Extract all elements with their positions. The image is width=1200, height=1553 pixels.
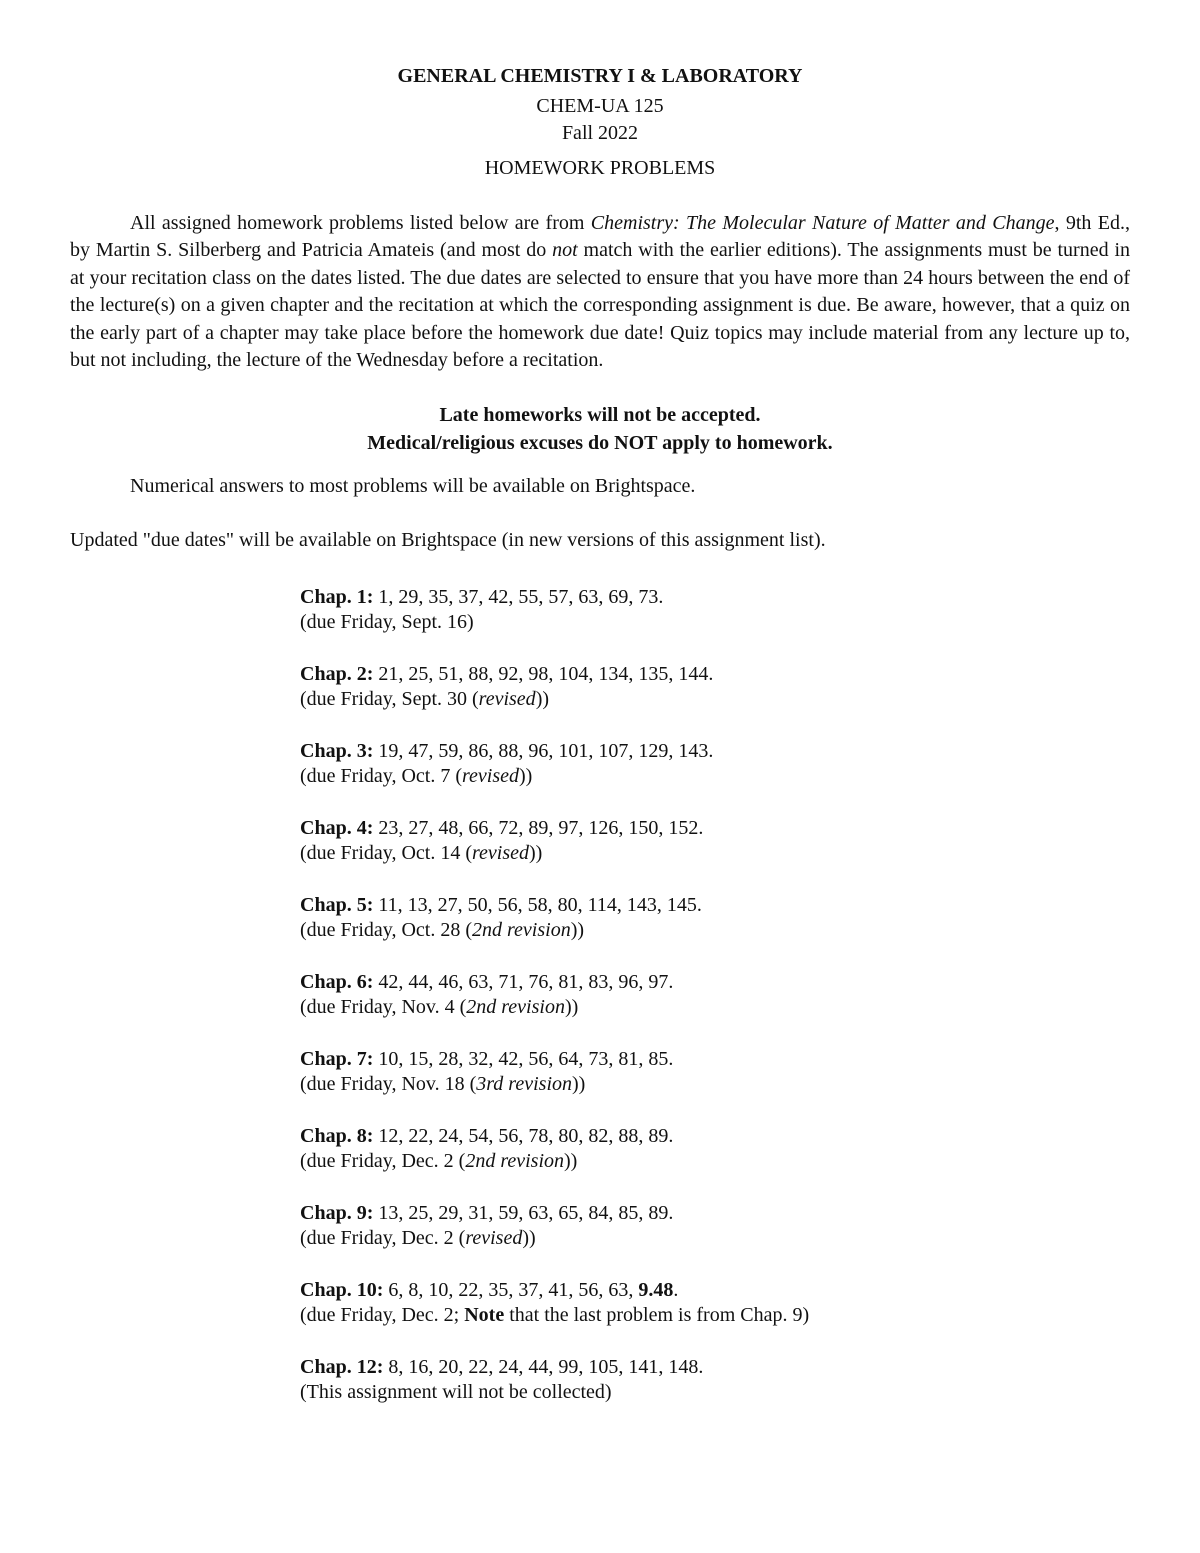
assignment-item	[300, 585, 1120, 662]
revision-note: 2nd revision	[472, 919, 571, 941]
book-title: Chemistry: The Molecular Nature of Matter and Change	[590, 212, 1055, 234]
chapter-label: Chap. 6:	[300, 971, 374, 993]
problem-list: 13, 25, 29, 31, 59, 63, 65, 84, 85, 89.	[373, 1202, 674, 1224]
late-policy-notice: Late homeworks will not be accepted.	[439, 404, 761, 426]
intro-emphasis-not: not	[552, 239, 578, 262]
problem-list: 19, 47, 59, 86, 88, 96, 101, 107, 129, 143.	[373, 740, 714, 762]
assignment-item	[300, 893, 1120, 970]
assignment-item	[300, 1355, 1120, 1432]
problem-list: 8, 16, 20, 22, 24, 44, 99, 105, 141, 148.	[383, 1356, 704, 1378]
assignment-item	[300, 816, 1120, 893]
due-date-text: (due Friday, Dec. 2 (	[300, 1150, 466, 1172]
due-date-close: ))	[564, 1150, 578, 1172]
problem-list: 6, 8, 10, 22, 35, 37, 41, 56, 63,	[383, 1279, 639, 1301]
problem-list-end: .	[673, 1279, 679, 1301]
problem-highlight: 9.48	[638, 1279, 674, 1301]
due-date	[300, 1149, 1120, 1174]
chapter-label: Chap. 1:	[300, 586, 374, 608]
assignment-item	[300, 970, 1120, 1047]
problem-list: 11, 13, 27, 50, 56, 58, 80, 114, 143, 145.	[373, 894, 702, 916]
assignment-item	[300, 1278, 1120, 1355]
intro-text-2: , 9th Ed., by Martin S. Silberberg and Patricia Amateis (and most do	[70, 212, 1130, 262]
assignment-item	[300, 1124, 1120, 1201]
due-date	[300, 841, 1120, 866]
problem-list: 21, 25, 51, 88, 92, 98, 104, 134, 135, 144.	[373, 663, 714, 685]
intro-paragraph	[70, 210, 1130, 374]
answers-note: Numerical answers to most problems will be available on Brightspace.	[130, 475, 696, 497]
updated-dates-note: Updated "due dates" will be available on Brightspace (in new versions of this assignment list).	[70, 529, 826, 551]
intro-text-1: All assigned homework problems listed below are from	[130, 212, 591, 234]
term: Fall 2022	[561, 122, 639, 144]
note-label: Note	[464, 1304, 505, 1326]
revision-note: revised	[462, 765, 520, 787]
assignment-problems-line	[300, 585, 1120, 610]
assignment-problems-line	[300, 739, 1120, 764]
chapter-label: Chap. 12:	[300, 1356, 384, 1378]
due-date	[300, 995, 1120, 1020]
due-date	[300, 764, 1120, 789]
assignment-problems-line	[300, 662, 1120, 687]
assignment-item	[300, 739, 1120, 816]
chapter-label: Chap. 4:	[300, 817, 374, 839]
assignment-problems-line	[300, 1278, 1120, 1303]
document-type: HOMEWORK PROBLEMS	[484, 157, 716, 179]
assignment-problems-line	[300, 816, 1120, 841]
assignment-item	[300, 662, 1120, 739]
due-date-close: ))	[522, 1227, 536, 1249]
due-date	[300, 687, 1120, 712]
revision-note: 3rd revision	[476, 1073, 572, 1095]
chapter-label: Chap. 7:	[300, 1048, 374, 1070]
problem-list: 12, 22, 24, 54, 56, 78, 80, 82, 88, 89.	[373, 1125, 674, 1147]
due-date-text: (due Friday, Sept. 30 (	[300, 688, 479, 710]
chapter-label: Chap. 3:	[300, 740, 374, 762]
chapter-label: Chap. 9:	[300, 1202, 374, 1224]
due-date	[300, 918, 1120, 943]
due-date-text: (due Friday, Oct. 14 (	[300, 842, 472, 864]
due-date-close: ))	[564, 996, 579, 1018]
chapter-label: Chap. 2:	[300, 663, 374, 685]
revision-note: revised	[465, 1227, 523, 1249]
revision-note: 2nd revision	[466, 996, 565, 1018]
due-date-text: (due Friday, Dec. 2;	[300, 1304, 465, 1326]
assignment-problems-line	[300, 1355, 1120, 1380]
due-date-close: ))	[535, 688, 550, 710]
assignment-problems-line	[300, 1047, 1120, 1072]
chapter-label: Chap. 5:	[300, 894, 374, 916]
assignment-problems-line	[300, 1201, 1120, 1226]
problem-list: 1, 29, 35, 37, 42, 55, 57, 63, 69, 73.	[373, 586, 664, 608]
due-date-close: ))	[572, 1073, 586, 1095]
intro-text-3: match with the earlier editions). The assignments must be turned in at your recitation class on the dates listed. The due dates are selected to ensure that you have more than 24 hours between the end of the lecture(s) on a given chapter and the recitation at which the corresponding assignment is due. Be aware, however, that a quiz on the early part of a chapter may take place before the homework due date! Quiz topics may include material from any lecture up to, but not including, the lecture of the Wednesday before a recitation.	[70, 239, 1131, 372]
problem-list: 42, 44, 46, 63, 71, 76, 81, 83, 96, 97.	[373, 971, 674, 993]
chapter-label: Chap. 10:	[300, 1279, 384, 1301]
due-date-text: (due Friday, Nov. 4 (	[300, 996, 467, 1018]
revision-note: revised	[472, 842, 530, 864]
assignment-item	[300, 1047, 1120, 1124]
assignment-problems-line	[300, 970, 1120, 995]
revision-note: revised	[478, 688, 536, 710]
course-code: CHEM-UA 125	[536, 95, 664, 117]
due-date	[300, 1303, 1120, 1328]
chapter-label: Chap. 8:	[300, 1125, 374, 1147]
assignment-list	[300, 585, 1120, 1432]
problem-list: 23, 27, 48, 66, 72, 89, 97, 126, 150, 152.	[373, 817, 704, 839]
problem-list: 10, 15, 28, 32, 42, 56, 64, 73, 81, 85.	[373, 1048, 674, 1070]
due-date	[300, 1226, 1120, 1251]
due-date-text: (due Friday, Oct. 7 (	[300, 765, 462, 787]
excuse-policy-notice: Medical/religious excuses do NOT apply to homework.	[367, 432, 833, 454]
due-date: (This assignment will not be collected)	[300, 1381, 612, 1403]
due-date-close: ))	[570, 919, 585, 941]
due-date-text: (due Friday, Nov. 18 (	[300, 1073, 477, 1095]
due-date-text: (due Friday, Dec. 2 (	[300, 1227, 466, 1249]
due-date	[300, 1072, 1120, 1097]
document-title: GENERAL CHEMISTRY I & LABORATORY	[397, 65, 803, 87]
due-date: (due Friday, Sept. 16)	[300, 611, 474, 633]
due-date-text: (due Friday, Oct. 28 (	[300, 919, 472, 941]
due-date-close: ))	[529, 842, 543, 864]
assignment-problems-line	[300, 893, 1120, 918]
due-date-close: ))	[519, 765, 533, 787]
assignment-problems-line	[300, 1124, 1120, 1149]
revision-note: 2nd revision	[465, 1150, 565, 1172]
assignment-item	[300, 1201, 1120, 1278]
due-date-note: that the last problem is from Chap. 9)	[504, 1304, 810, 1326]
